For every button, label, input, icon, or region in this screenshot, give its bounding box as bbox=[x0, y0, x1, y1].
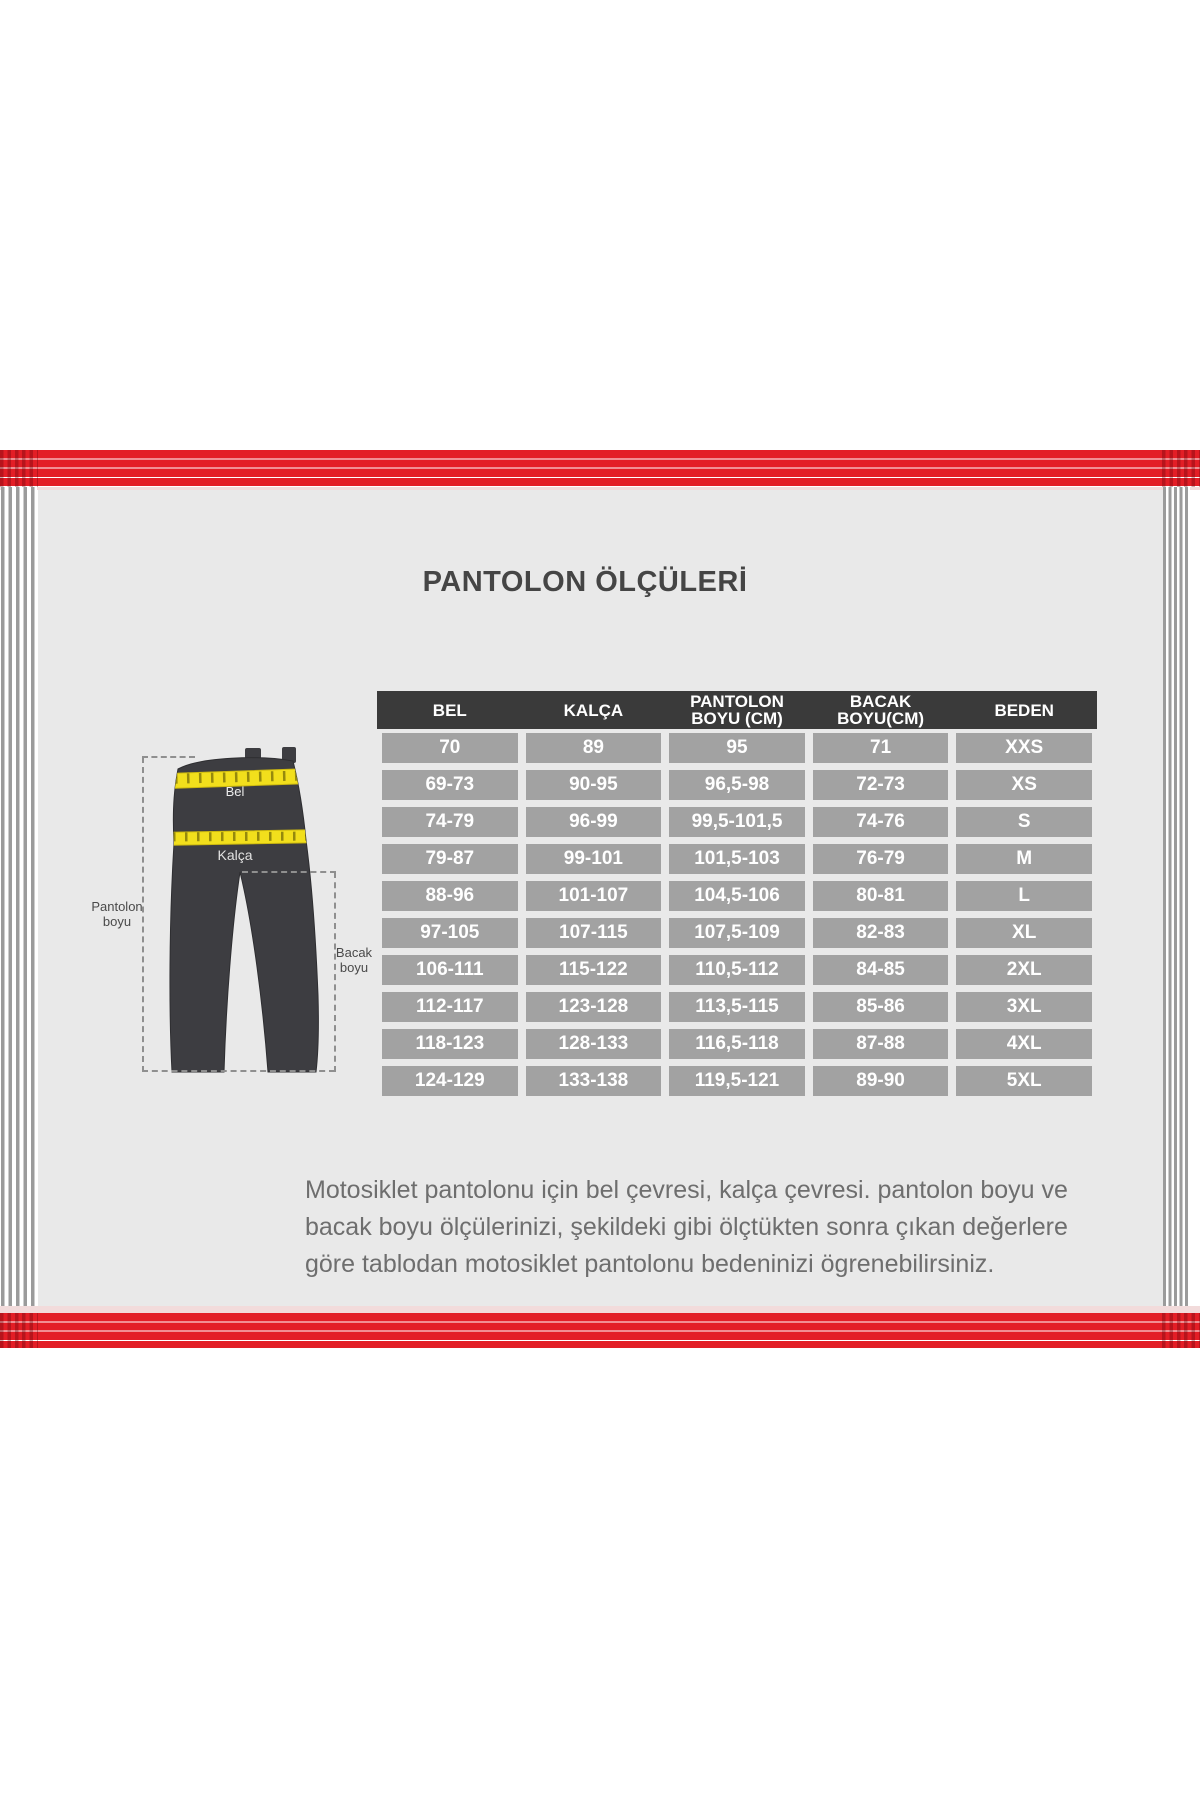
description-line: Motosiklet pantolonu için bel çevresi, kalça çevresi. pantolon boyu ve bbox=[305, 1176, 1068, 1204]
table-cell: 110,5-112 bbox=[669, 955, 805, 985]
description-line: bacak boyu ölçülerinizi, şekildeki gibi ölçtükten sonra çıkan değerlere bbox=[305, 1213, 1068, 1241]
table-cell: 101-107 bbox=[526, 881, 662, 911]
table-row bbox=[377, 807, 1097, 837]
table-row bbox=[377, 770, 1097, 800]
table-cell: 118-123 bbox=[382, 1029, 518, 1059]
top-red-band bbox=[0, 450, 1200, 487]
table-row bbox=[377, 733, 1097, 763]
table-cell: 106-111 bbox=[382, 955, 518, 985]
table-cell: 104,5-106 bbox=[669, 881, 805, 911]
column-header-bacak-boyu: BACAK BOYU(CM) bbox=[837, 692, 925, 728]
table-cell: XS bbox=[956, 770, 1092, 800]
pants-silhouette bbox=[170, 758, 318, 1072]
table-cell: 74-79 bbox=[382, 807, 518, 837]
table-cell: 85-86 bbox=[813, 992, 949, 1022]
table-cell: 4XL bbox=[956, 1029, 1092, 1059]
column-header-beden: BEDEN bbox=[994, 700, 1054, 720]
table-cell: XL bbox=[956, 918, 1092, 948]
crotch-measure-line bbox=[242, 871, 336, 873]
hip-tape-label: Kalça bbox=[217, 847, 253, 863]
column-header-pantolon-boyu: PANTOLON BOYU (CM) bbox=[690, 692, 784, 728]
page-title: PANTOLON ÖLÇÜLERİ bbox=[422, 566, 748, 598]
table-cell: 76-79 bbox=[813, 844, 949, 874]
table-cell: L bbox=[956, 881, 1092, 911]
table-cell: 89 bbox=[526, 733, 662, 763]
description-line: göre tablodan motosiklet pantolonu bedeninizi ögrenebilirsiniz. bbox=[305, 1250, 995, 1278]
table-row bbox=[377, 844, 1097, 874]
table-cell: 107-115 bbox=[526, 918, 662, 948]
table-cell: 80-81 bbox=[813, 881, 949, 911]
table-row bbox=[377, 1029, 1097, 1059]
table-body bbox=[377, 733, 1097, 1096]
table-cell: 128-133 bbox=[526, 1029, 662, 1059]
table-row bbox=[377, 918, 1097, 948]
table-cell: M bbox=[956, 844, 1092, 874]
table-cell: 87-88 bbox=[813, 1029, 949, 1059]
size-table bbox=[377, 691, 1097, 1096]
table-row bbox=[377, 955, 1097, 985]
table-cell: 124-129 bbox=[382, 1066, 518, 1096]
table-cell: 119,5-121 bbox=[669, 1066, 805, 1096]
left-stripe-border bbox=[1, 487, 37, 1306]
table-cell: 84-85 bbox=[813, 955, 949, 985]
table-cell: 99-101 bbox=[526, 844, 662, 874]
table-cell: 69-73 bbox=[382, 770, 518, 800]
table-cell: 107,5-109 bbox=[669, 918, 805, 948]
table-cell: 115-122 bbox=[526, 955, 662, 985]
bottom-pale-divider bbox=[0, 1306, 1200, 1313]
bottom-red-band bbox=[0, 1313, 1200, 1348]
table-header-row bbox=[377, 691, 1097, 729]
table-cell: 90-95 bbox=[526, 770, 662, 800]
waist-tape-label: Bel bbox=[225, 784, 245, 799]
table-cell: 2XL bbox=[956, 955, 1092, 985]
description-text bbox=[305, 1172, 1068, 1283]
column-header-bel: BEL bbox=[432, 700, 467, 720]
table-cell: 133-138 bbox=[526, 1066, 662, 1096]
table-cell: 70 bbox=[382, 733, 518, 763]
table-cell: S bbox=[956, 807, 1092, 837]
table-cell: 113,5-115 bbox=[669, 992, 805, 1022]
table-cell: 96-99 bbox=[526, 807, 662, 837]
table-cell: 5XL bbox=[956, 1066, 1092, 1096]
leg-length-label: Bacak boyu bbox=[335, 945, 373, 975]
table-cell: 123-128 bbox=[526, 992, 662, 1022]
hem-measure-line bbox=[142, 1070, 335, 1072]
table-cell: 3XL bbox=[956, 992, 1092, 1022]
table-cell: 79-87 bbox=[382, 844, 518, 874]
column-header-kalca: KALÇA bbox=[563, 700, 624, 720]
table-cell: 96,5-98 bbox=[669, 770, 805, 800]
table-cell: 97-105 bbox=[382, 918, 518, 948]
table-cell: 71 bbox=[813, 733, 949, 763]
table-cell: 82-83 bbox=[813, 918, 949, 948]
waist-top-measure-line bbox=[142, 756, 195, 758]
table-cell: 74-76 bbox=[813, 807, 949, 837]
table-row bbox=[377, 992, 1097, 1022]
table-cell: 101,5-103 bbox=[669, 844, 805, 874]
table-cell: 99,5-101,5 bbox=[669, 807, 805, 837]
table-cell: 95 bbox=[669, 733, 805, 763]
right-stripe-border bbox=[1163, 487, 1190, 1306]
table-cell: 116,5-118 bbox=[669, 1029, 805, 1059]
table-cell: 88-96 bbox=[382, 881, 518, 911]
table-cell: 112-117 bbox=[382, 992, 518, 1022]
table-row bbox=[377, 1066, 1097, 1096]
table-cell: 89-90 bbox=[813, 1066, 949, 1096]
pants-length-label: Pantolon boyu bbox=[91, 899, 143, 929]
table-cell: 72-73 bbox=[813, 770, 949, 800]
table-row bbox=[377, 881, 1097, 911]
table-cell: XXS bbox=[956, 733, 1092, 763]
